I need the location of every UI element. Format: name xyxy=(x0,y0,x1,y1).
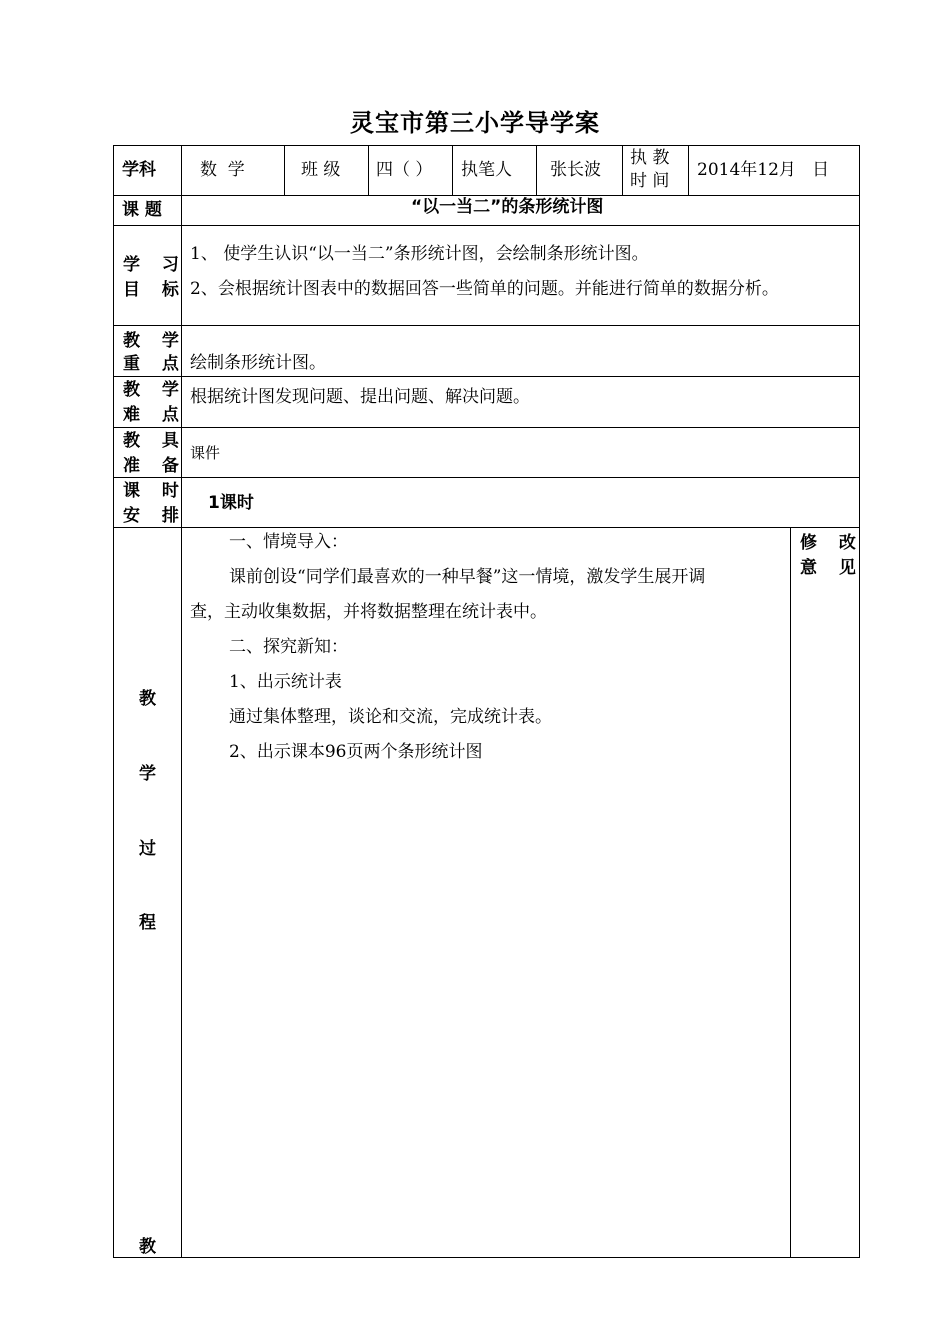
key-points-label-line2: 重 点 xyxy=(123,354,187,374)
column-divider xyxy=(790,527,791,1258)
difficulties-label-line1: 教 学 xyxy=(123,380,187,400)
process-line: 通过集体整理，谈论和交流，完成统计表。 xyxy=(229,707,552,727)
revision-label-line2: 意 见 xyxy=(800,558,864,578)
row-divider xyxy=(113,225,860,226)
table-border xyxy=(113,1257,860,1258)
process-label-char: 程 xyxy=(139,913,156,933)
time-label-line1: 执 教 xyxy=(630,148,670,168)
topic-label: 课 题 xyxy=(122,200,162,220)
process-line: 2、出示课本96页两个条形统计图 xyxy=(229,742,483,762)
class-label: 班 级 xyxy=(301,160,341,180)
key-points-label-line1: 教 学 xyxy=(123,331,187,351)
column-divider xyxy=(181,145,182,1258)
column-divider xyxy=(622,145,623,195)
column-divider xyxy=(688,145,689,195)
goal-item: 1、 使学生认识“以一当二”条形统计图，会绘制条形统计图。 xyxy=(190,244,649,264)
row-divider xyxy=(113,427,860,428)
process-line: 一、情境导入： xyxy=(229,532,348,552)
row-divider xyxy=(113,477,860,478)
materials-value: 课件 xyxy=(190,444,221,462)
materials-label-line1: 教 具 xyxy=(123,431,187,451)
table-border xyxy=(859,145,860,1258)
table-border xyxy=(113,145,860,146)
difficulties-value: 根据统计图发现问题、提出问题、解决问题。 xyxy=(190,387,530,407)
process-label-char: 教 xyxy=(139,1237,156,1257)
goal-item: 2、会根据统计图表中的数据回答一些简单的问题。并能进行简单的数据分析。 xyxy=(190,279,779,299)
goals-label-line2: 目 标 xyxy=(123,280,187,300)
class-value: 四（ ） xyxy=(376,160,433,180)
page-title: 灵宝市第三小学导学案 xyxy=(350,109,600,137)
schedule-value: 1课时 xyxy=(208,493,254,513)
row-divider xyxy=(113,376,860,377)
author-value: 张长波 xyxy=(550,160,601,180)
process-line: 课前创设“同学们最喜欢的一种早餐”这一情境，激发学生展开调 xyxy=(229,567,706,587)
process-line: 二、探究新知： xyxy=(229,637,348,657)
topic-value: “以一当二”的条形统计图 xyxy=(411,197,604,217)
author-label: 执笔人 xyxy=(461,160,512,180)
process-label-char: 学 xyxy=(139,764,156,784)
subject-label: 学科 xyxy=(122,160,156,180)
difficulties-label-line2: 难 点 xyxy=(123,405,187,425)
goals-label-line1: 学 习 xyxy=(123,255,187,275)
process-line: 查，主动收集数据，并将数据整理在统计表中。 xyxy=(190,602,547,622)
process-label-char: 教 xyxy=(139,689,156,709)
column-divider xyxy=(368,145,369,195)
revision-label-line1: 修 改 xyxy=(800,533,864,553)
time-label-line2: 时 间 xyxy=(630,171,670,191)
table-border xyxy=(113,145,114,1258)
process-label-char: 过 xyxy=(139,839,156,859)
row-divider xyxy=(113,527,860,528)
column-divider xyxy=(284,145,285,195)
schedule-label-line2: 安 排 xyxy=(123,506,187,526)
key-points-value: 绘制条形统计图。 xyxy=(190,353,326,373)
materials-label-line2: 准 备 xyxy=(123,456,187,476)
schedule-label-line1: 课 时 xyxy=(123,481,187,501)
time-value: 2014年12月 日 xyxy=(697,160,830,180)
column-divider xyxy=(536,145,537,195)
column-divider xyxy=(452,145,453,195)
process-line: 1、出示统计表 xyxy=(229,672,342,692)
row-divider xyxy=(113,325,860,326)
subject-value: 数 学 xyxy=(200,160,245,180)
